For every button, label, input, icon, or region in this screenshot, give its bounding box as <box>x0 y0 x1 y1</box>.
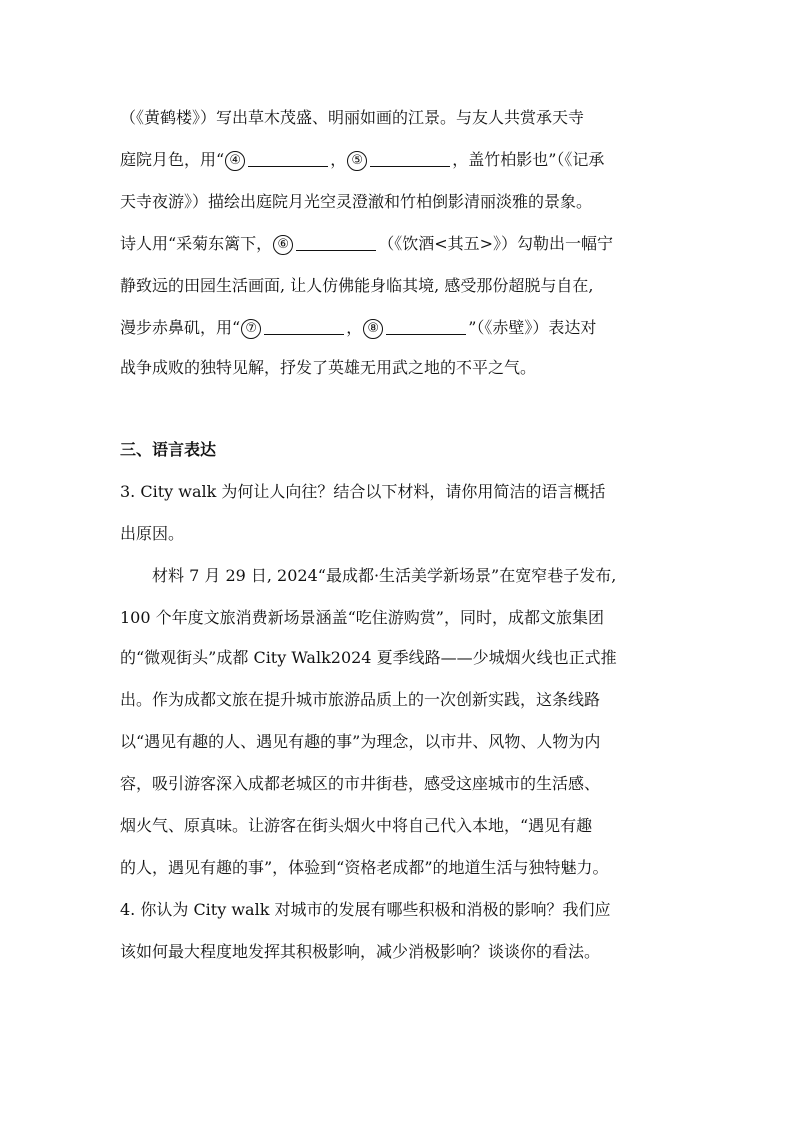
poem-line-3: 天寺夜游》）描绘出庭院月光空灵澄澈和竹柏倒影清丽淡雅的景象。 <box>120 192 593 211</box>
question-4-line-1: 4. 你认为 City walk 对城市的发展有哪些积极和消极的影响？我们应 <box>120 900 611 919</box>
blank-number-8: ⑧ <box>363 319 383 339</box>
poem-line-4 <box>120 234 680 255</box>
fill-blank-8[interactable] <box>386 318 466 335</box>
blank-number-7: ⑦ <box>241 319 261 339</box>
poem-line-2-text-b: ， <box>330 150 347 169</box>
blank-number-5: ⑤ <box>347 151 367 171</box>
poem-line-6 <box>120 318 680 339</box>
poem-line-2-text-a: 庭院月色，用“ <box>120 150 225 169</box>
poem-line-6-text-b: ， <box>346 318 363 337</box>
poem-line-4-text-a: 诗人用“采菊东篱下， <box>120 234 273 253</box>
material-line-5: 以“遇见有趣的人、遇见有趣的事”为理念，以市井、风物、人物为内 <box>120 732 601 751</box>
material-line-2: 100 个年度文旅消费新场景涵盖“吃住游购赏”，同时，成都文旅集团 <box>120 608 604 627</box>
blank-number-4: ④ <box>225 151 245 171</box>
fill-blank-6[interactable] <box>296 234 376 251</box>
section-heading: 三、语言表达 <box>120 440 217 459</box>
poem-line-2-text-c: ，盖竹柏影也”（《记承 <box>452 150 605 169</box>
material-line-7: 烟火气、原真味。让游客在街头烟火中将自己代入本地，“遇见有趣 <box>120 816 593 835</box>
poem-line-7: 战争成败的独特见解，抒发了英雄无用武之地的不平之气。 <box>120 358 537 377</box>
poem-line-4-text-b: （《饮酒<其五>》）勾勒出一幅宁 <box>378 234 614 253</box>
poem-line-6-text-a: 漫步赤鼻矶，用“ <box>120 318 241 337</box>
poem-line-5: 静致远的田园生活画面, 让人仿佛能身临其境, 感受那份超脱与自在, <box>120 276 594 295</box>
material-line-1: 材料 7 月 29 日, 2024“最成都·生活美学新场景”在宽窄巷子发布, <box>152 566 617 585</box>
fill-blank-4[interactable] <box>248 150 328 167</box>
blank-number-6: ⑥ <box>273 235 293 255</box>
poem-line-1: （《黄鹤楼》）写出草木茂盛、明丽如画的江景。与友人共赏承天寺 <box>120 108 585 127</box>
fill-blank-5[interactable] <box>370 150 450 167</box>
question-3-line-2: 出原因。 <box>120 524 185 543</box>
material-line-6: 容，吸引游客深入成都老城区的市井街巷，感受这座城市的生活感、 <box>120 774 601 793</box>
poem-line-2 <box>120 150 680 171</box>
material-line-4: 出。作为成都文旅在提升城市旅游品质上的一次创新实践，这条线路 <box>120 690 601 709</box>
question-4-line-2: 该如何最大程度地发挥其积极影响，减少消极影响？谈谈你的看法。 <box>120 942 601 961</box>
poem-line-6-text-c: ”（《赤壁》）表达对 <box>468 318 597 337</box>
fill-blank-7[interactable] <box>264 318 344 335</box>
material-line-3: 的“微观街头”成都 City Walk2024 夏季线路——少城烟火线也正式推 <box>120 648 617 667</box>
material-line-8: 的人，遇见有趣的事”，体验到“资格老成都”的地道生活与独特魅力。 <box>120 858 609 877</box>
question-3-line-1: 3. City walk 为何让人向往？结合以下材料，请你用简洁的语言概括 <box>120 482 606 501</box>
